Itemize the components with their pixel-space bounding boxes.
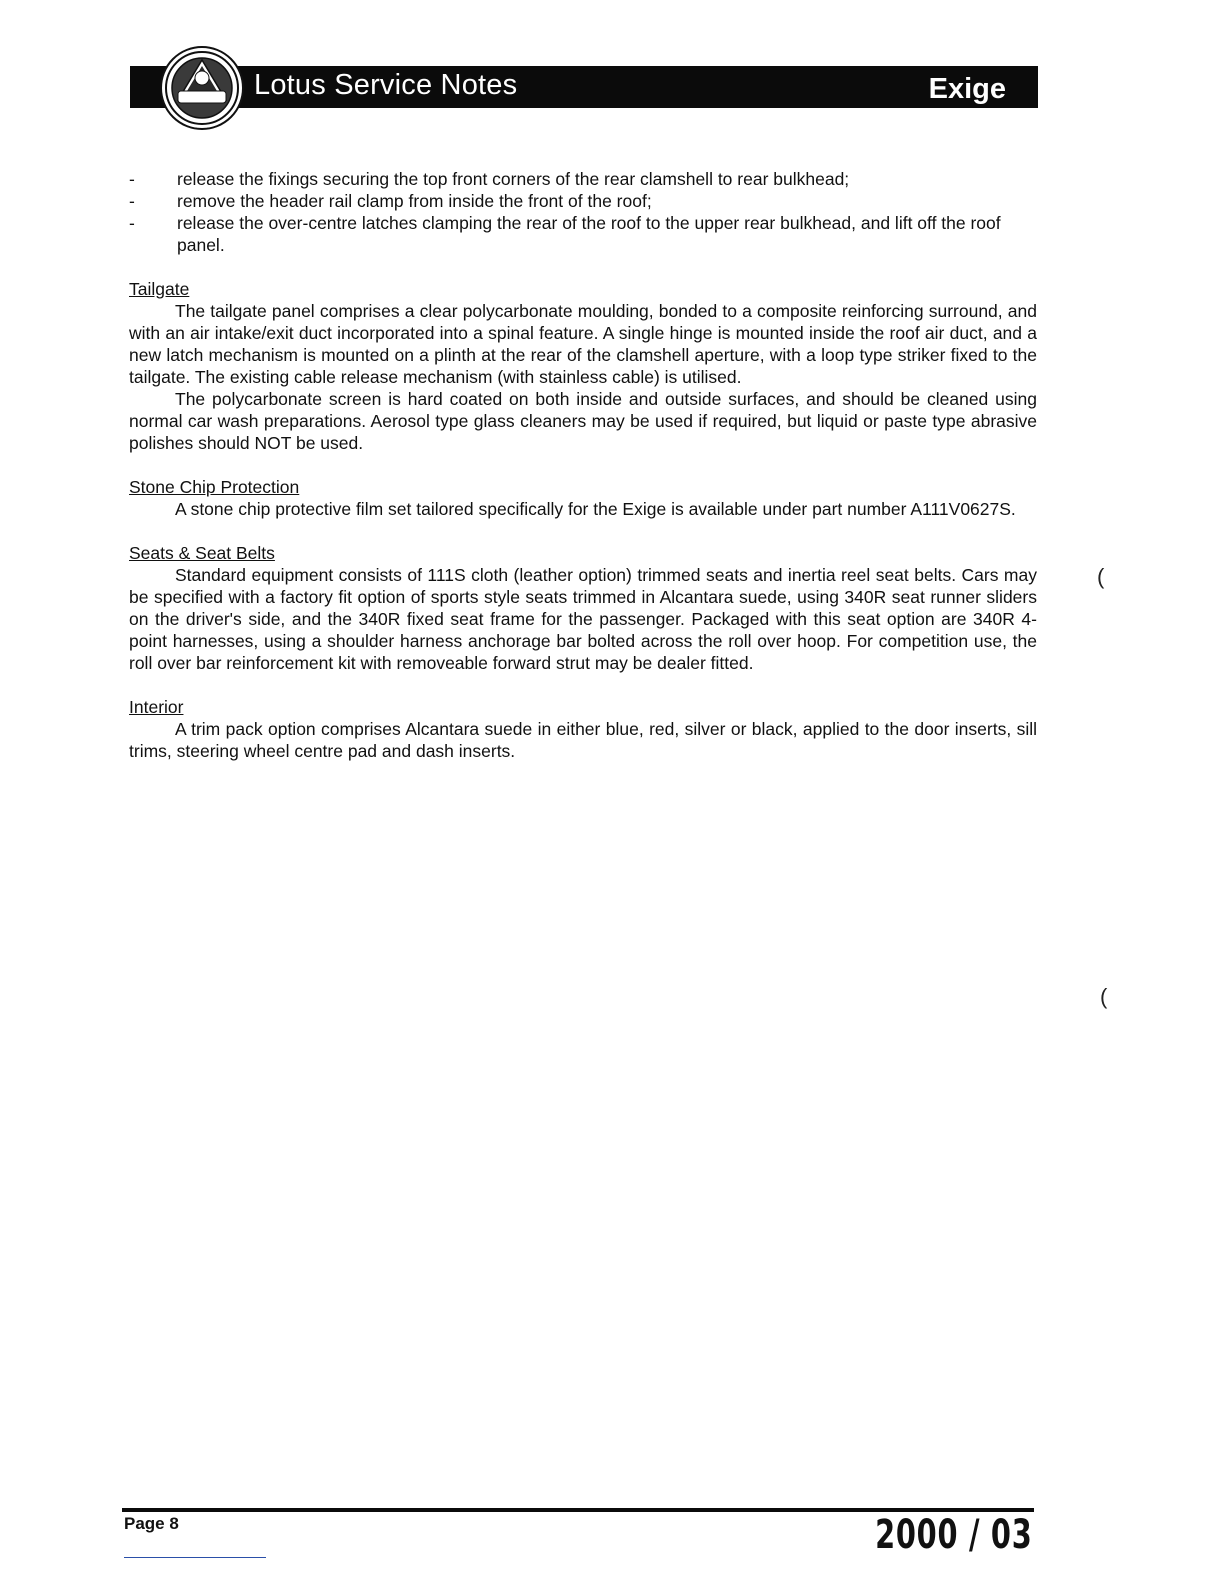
issue-code: 2000 / 03 — [874, 1512, 1032, 1558]
list-item: - release the fixings securing the top front corners of the rear clamshell to rear bulkhead; — [129, 169, 850, 189]
paragraph: Standard equipment consists of 111S cloth (leather option) trimmed seats and inertia reel seat belts. Cars may be specified with a factory fit option of sports style seats trimmed in Alcantara suede, using 340R seat runner sliders on the driver's side, and the 340R fixed seat frame for the passenger. Packaged with this seat option are 340R 4-point harnesses, using a shoulder harness anchorage bar bolted across the roll over hoop. For competition use, the roll over bar reinforcement kit with removeable forward strut may be dealer fitted. — [129, 565, 1037, 673]
section-heading: Tailgate — [129, 279, 190, 299]
list-item: - release the over-centre latches clamping the rear of the roof to the upper rear bulkhead, and lift off the roof panel. — [129, 213, 1001, 255]
paragraph: The polycarbonate screen is hard coated on both inside and outside surfaces, and should be cleaned using normal car wash preparations. Aerosol type glass cleaners may be used if required, but liquid or paste type abrasive polishes should NOT be used. — [129, 389, 1037, 453]
section-seats-seat-belts — [129, 542, 1037, 674]
list-item: - remove the header rail clamp from inside the front of the roof; — [129, 191, 652, 211]
section-heading: Stone Chip Protection — [129, 477, 300, 497]
procedure-list — [129, 168, 1037, 256]
footer-underline — [124, 1557, 266, 1558]
section-heading: Interior — [129, 697, 184, 717]
margin-mark: ( — [1100, 984, 1108, 1009]
lotus-roundel-icon — [160, 46, 244, 130]
model-name: Exige — [928, 73, 1006, 105]
section-stone-chip-protection — [129, 476, 1037, 520]
document-body — [129, 168, 1037, 762]
bullet-marker: - — [129, 169, 135, 189]
paragraph: A trim pack option comprises Alcantara suede in either blue, red, silver or black, applied to the door inserts, sill trims, steering wheel centre pad and dash inserts. — [129, 719, 1037, 761]
section-tailgate — [129, 278, 1037, 454]
page-number: Page 8 — [124, 1514, 179, 1533]
paragraph: A stone chip protective film set tailored specifically for the Exige is available under part number A111V0627S. — [175, 499, 1016, 519]
page-title: Lotus Service Notes — [254, 69, 518, 101]
paragraph: The tailgate panel comprises a clear polycarbonate moulding, bonded to a composite reinforcing surround, and with an air intake/exit duct incorporated into a spinal feature. A single hinge is mounted inside the roof air duct, and a new latch mechanism is mounted on a plinth at the rear of the clamshell aperture, with a loop type striker fixed to the tailgate. The existing cable release mechanism (with stainless cable) is utilised. — [129, 301, 1037, 387]
margin-mark: ( — [1097, 564, 1105, 589]
bullet-marker: - — [129, 213, 135, 233]
bullet-marker: - — [129, 191, 135, 211]
section-heading: Seats & Seat Belts — [129, 543, 275, 563]
section-interior — [129, 696, 1037, 762]
